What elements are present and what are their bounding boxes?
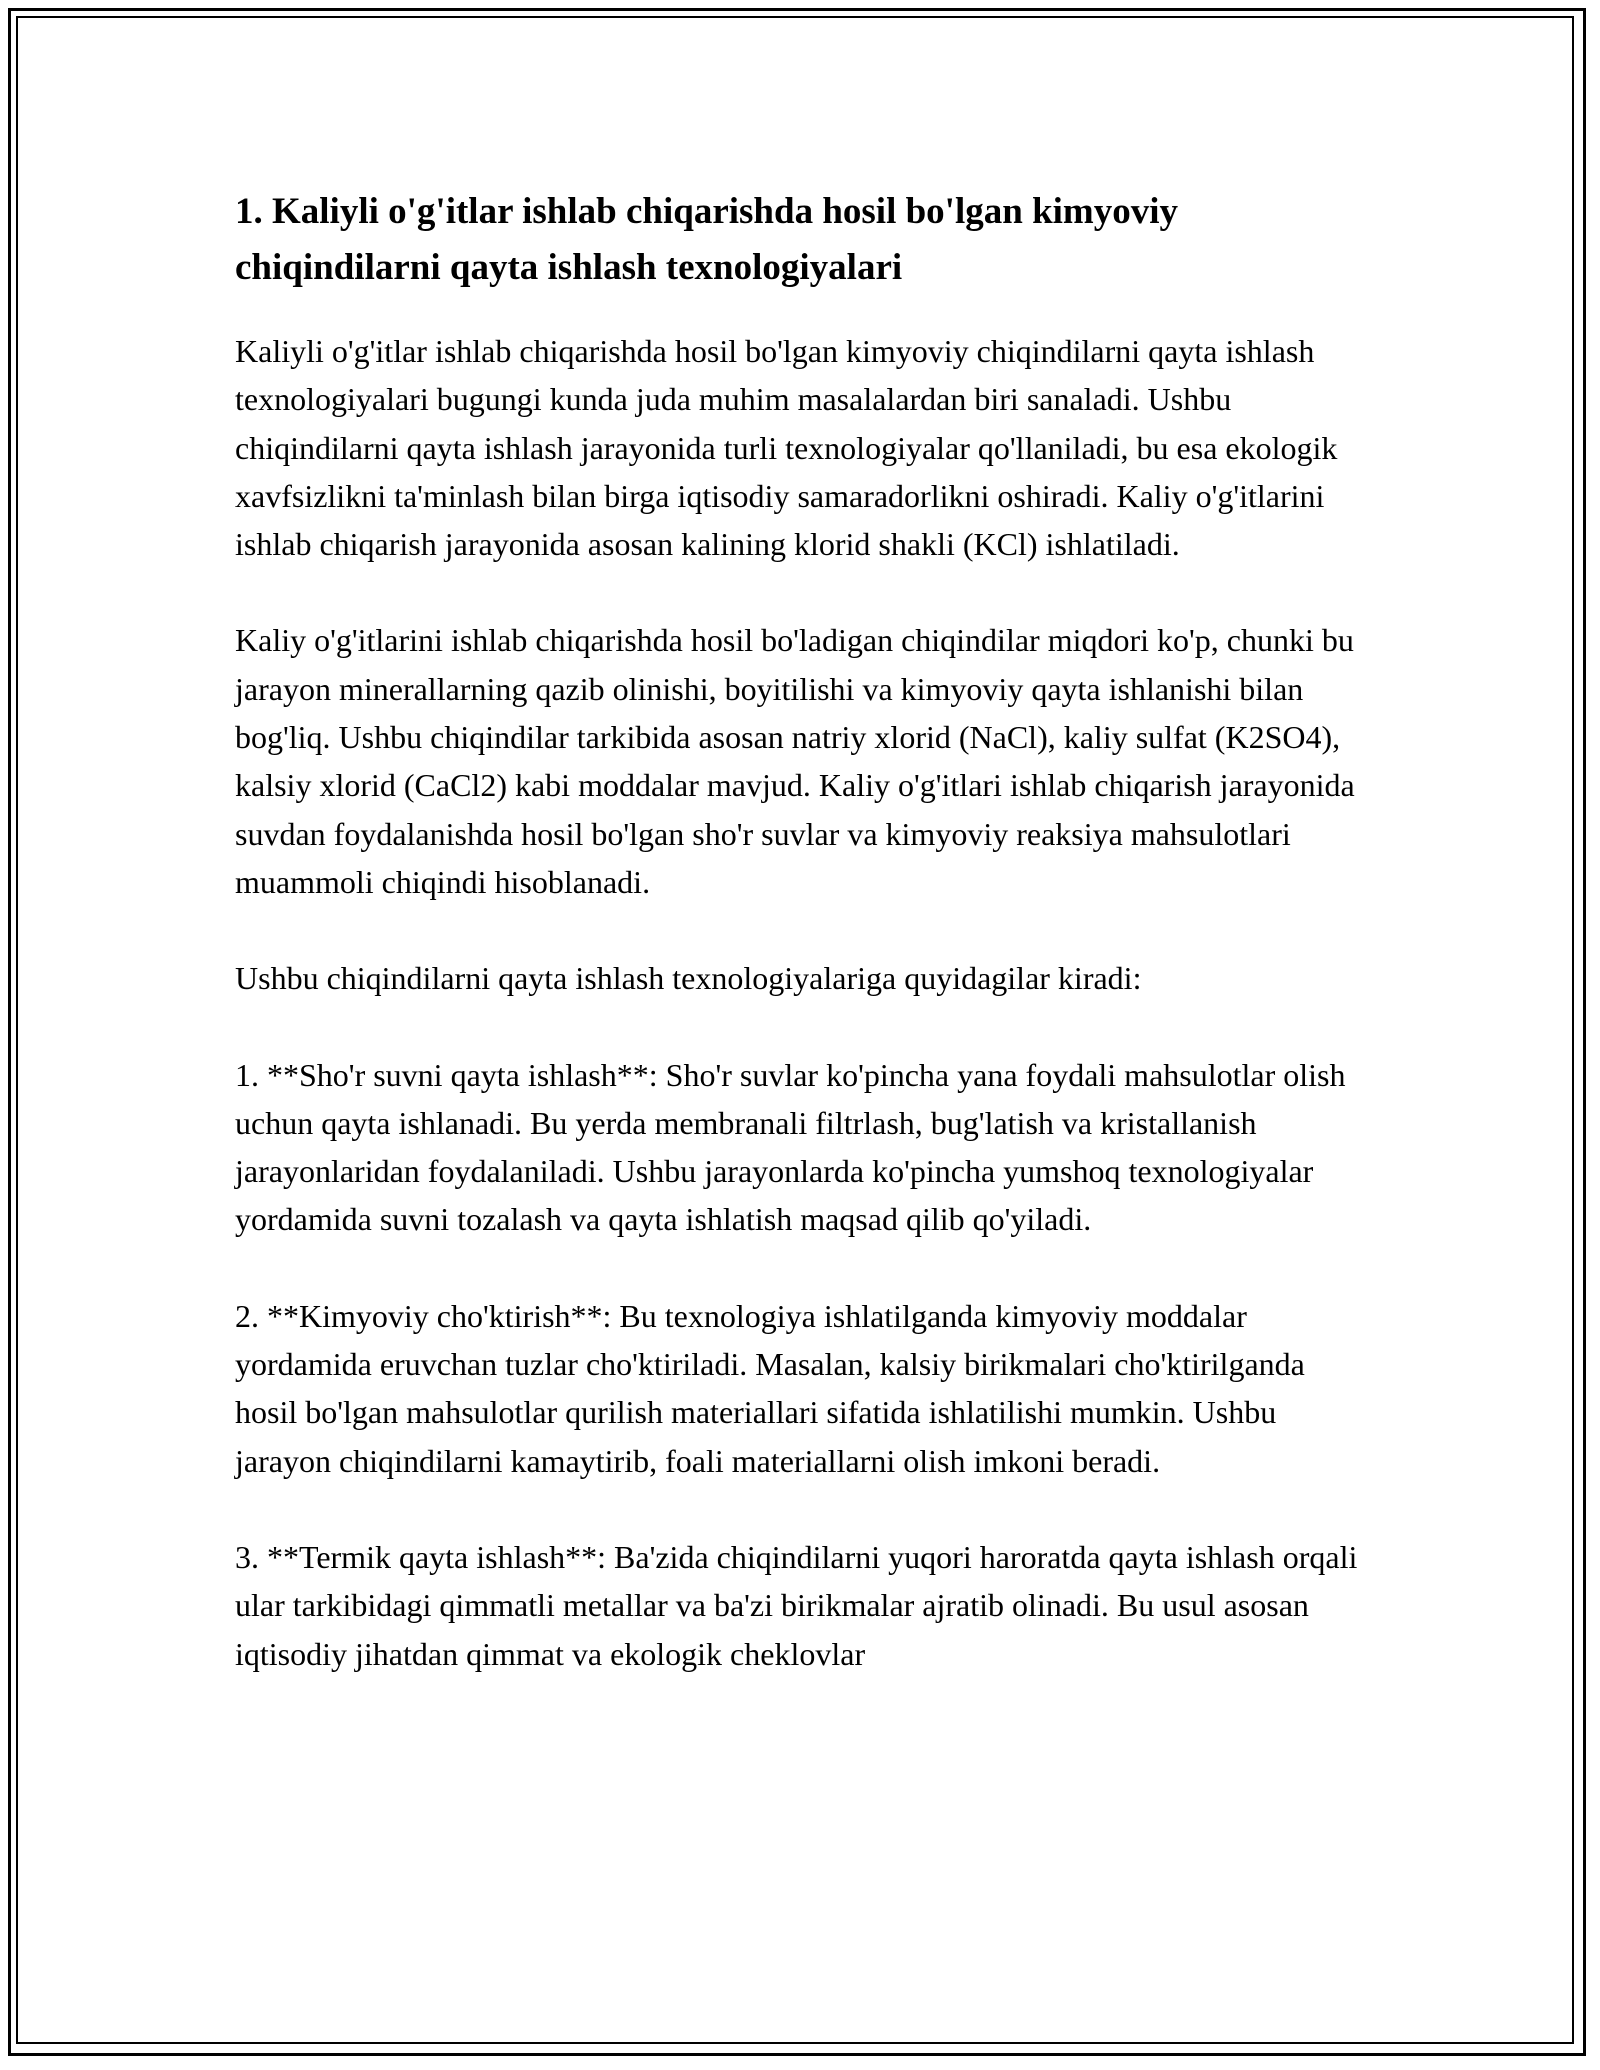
list-item-thermal-processing: 3. **Termik qayta ishlash**: Ba'zida chiqindilarni yuqori haroratda qayta ishlash orqali ular tarkibidagi qimmatli metallar va ba'zi birikmalar ajratib olinadi. Bu usul asosan iqtisodiy jihatdan qimmat va ekologik cheklovlar <box>235 1538 1358 1672</box>
section-heading: 1. Kaliyli o'g'itlar ishlab chiqarishda hosil bo'lgan kimyoviy chiqindilarni qayta ishlash texnologiyalari <box>235 191 1179 288</box>
paragraph-intro: Kaliyli o'g'itlar ishlab chiqarishda hosil bo'lgan kimyoviy chiqindilarni qayta ishlash texnologiyalari bugungi kunda juda muhim masalalardan biri sanaladi. Ushbu chiqindilarni qayta ishlash jarayonida turli texnologiyalar qo'llaniladi, bu esa ekologik xavfsizlikni ta'minlash bilan birga iqtisodiy samaradorlikni oshiradi. Kaliy o'g'itlarini ishlab chiqarish jarayonida asosan kalining klorid shakli (KCl) ishlatiladi. <box>235 333 1338 563</box>
paragraph-waste-composition: Kaliy o'g'itlarini ishlab chiqarishda hosil bo'ladigan chiqindilar miqdori ko'p, chunki bu jarayon minerallarning qazib olinishi, boyitilishi va kimyoviy qayta ishlanishi bilan bog'liq. Ushbu chiqindilar tarkibida asosan natriy xlorid (NaCl), kaliy sulfat (K2SO4), kalsiy xlorid (CaCl2) kabi moddalar mavjud. Kaliy o'g'itlari ishlab chiqarish jarayonida suvdan foydalanishda hosil bo'lgan sho'r suvlar va kimyoviy reaksiya mahsulotlari muammoli chiqindi hisoblanadi. <box>235 622 1355 900</box>
list-item-brine-processing: 1. **Sho'r suvni qayta ishlash**: Sho'r suvlar ko'pincha yana foydali mahsulotlar olish uchun qayta ishlanadi. Bu yerda membranali filtrlash, bug'latish va kristallanish jarayonlaridan foydalaniladi. Ushbu jarayonlarda ko'pincha yumshoq texnologiyalar yordamida suvni tozalash va qayta ishlatish maqsad qilib qo'yiladi. <box>235 1056 1346 1238</box>
document-body <box>235 184 1365 1726</box>
paragraph-list-intro: Ushbu chiqindilarni qayta ishlash texnologiyalariga quyidagilar kiradi: <box>235 960 1142 997</box>
list-item-chemical-precipitation: 2. **Kimyoviy cho'ktirish**: Bu texnologiya ishlatilganda kimyoviy moddalar yordamida eruvchan tuzlar cho'ktiriladi. Masalan, kalsiy birikmalari cho'ktirilganda hosil bo'lgan mahsulotlar qurilish materiallari sifatida ishlatilishi mumkin. Ushbu jarayon chiqindilarni kamaytirib, foali materiallarni olish imkoni beradi. <box>235 1297 1305 1479</box>
